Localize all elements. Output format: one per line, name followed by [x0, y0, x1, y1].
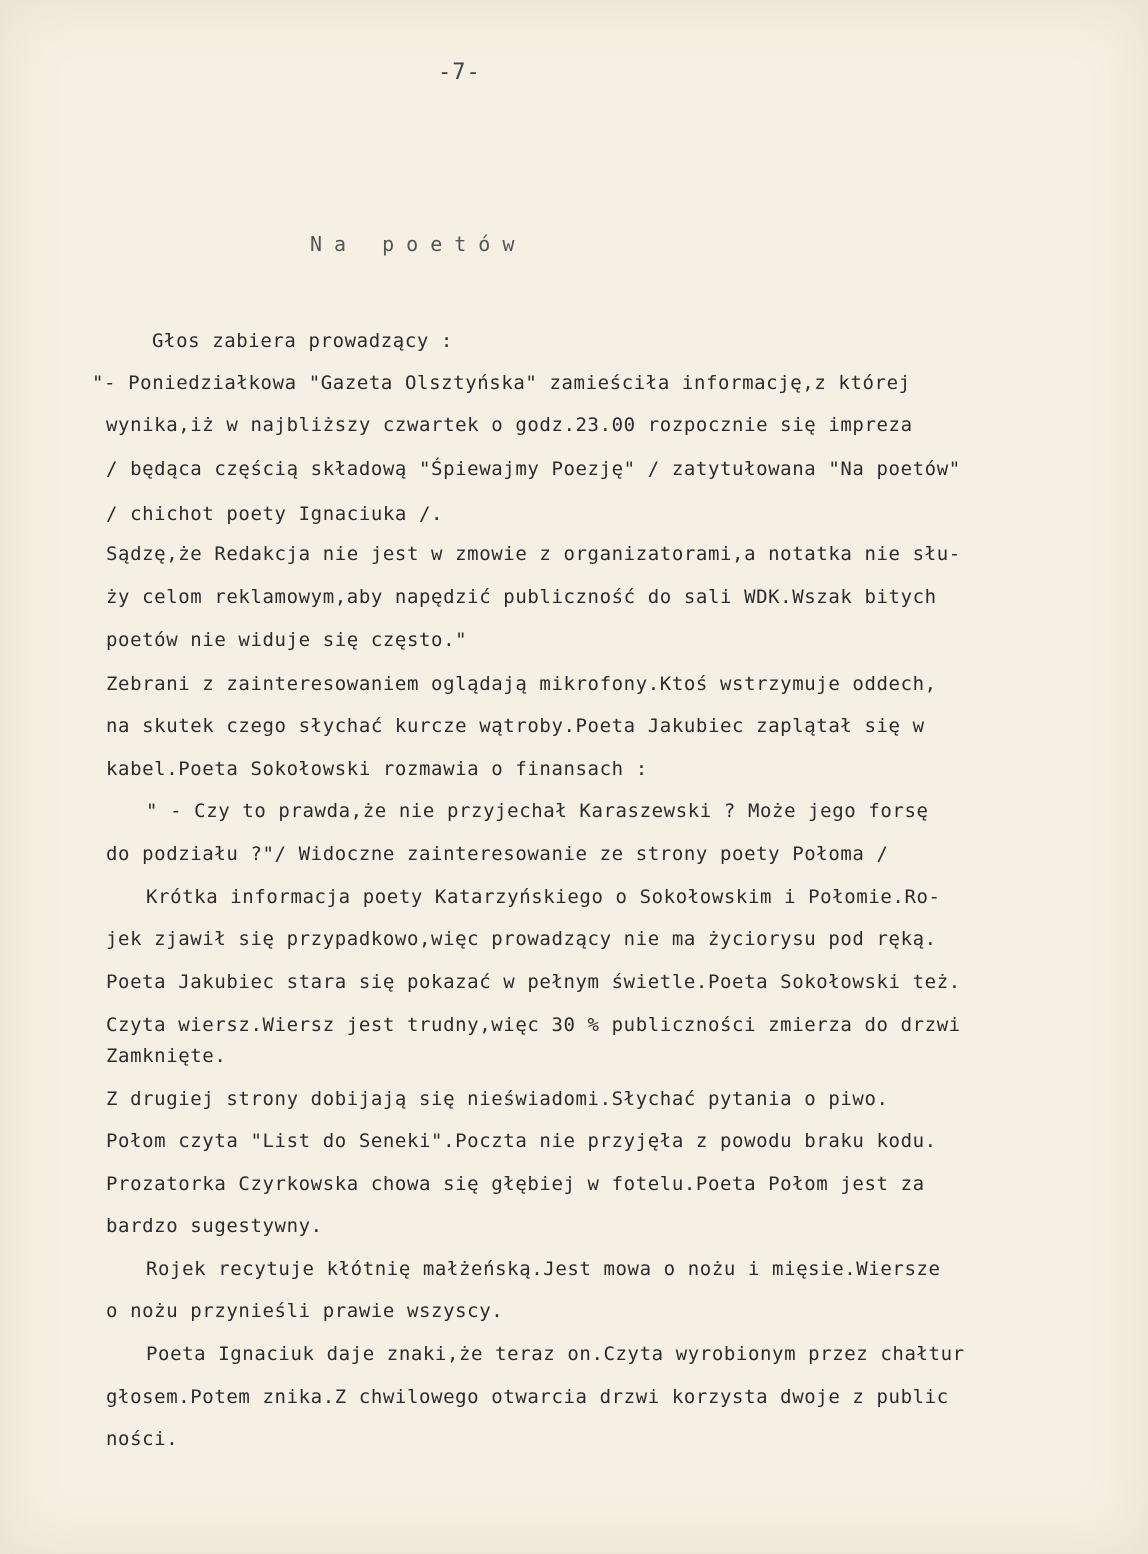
- text-line: na skutek czego słychać kurcze wątroby.Poeta Jakubiec zaplątał się w: [106, 715, 925, 737]
- text-line: poetów nie widuje się często.": [106, 629, 468, 651]
- text-line: kabel.Poeta Sokołowski rozmawia o finansach :: [106, 758, 648, 780]
- text-line: jek zjawił się przypadkowo,więc prowadzący nie ma życiorysu pod ręką.: [106, 928, 937, 950]
- text-line: wynika,iż w najbliższy czwartek o godz.23.00 rozpocznie się impreza: [106, 414, 913, 436]
- text-line: Rojek recytuje kłótnię małżeńską.Jest mowa o nożu i mięsie.Wiersze: [146, 1258, 941, 1280]
- text-line: Sądzę,że Redakcja nie jest w zmowie z organizatorami,a notatka nie słu-: [106, 543, 961, 565]
- text-line: Krótka informacja poety Katarzyńskiego o Sokołowskim i Połomie.Ro-: [146, 886, 941, 908]
- text-line: Zebrani z zainteresowaniem oglądają mikrofony.Ktoś wstrzymuje oddech,: [106, 673, 937, 695]
- text-line: "- Poniedziałkowa "Gazeta Olsztyńska" zamieściła informację,z której: [92, 372, 911, 394]
- text-line: do podziału ?"/ Widoczne zainteresowanie ze strony poety Połoma /: [106, 843, 889, 865]
- text-line: Głos zabiera prowadzący :: [152, 330, 453, 352]
- text-line: bardzo sugestywny.: [106, 1215, 323, 1237]
- text-line: o nożu przynieśli prawie wszyscy.: [106, 1300, 504, 1322]
- text-line: Prozatorka Czyrkowska chowa się głębiej w fotelu.Poeta Połom jest za: [106, 1173, 925, 1195]
- text-line: Połom czyta "List do Seneki".Poczta nie przyjęła z powodu braku kodu.: [106, 1130, 937, 1152]
- text-line: Z drugiej strony dobijają się nieświadomi.Słychać pytania o piwo.: [106, 1088, 889, 1110]
- text-line: " - Czy to prawda,że nie przyjechał Karaszewski ? Może jego forsę: [146, 800, 929, 822]
- text-line: Zamknięte.: [106, 1045, 227, 1067]
- text-line: / chichot poety Ignaciuka /.: [106, 503, 444, 525]
- text-line: Poeta Ignaciuk daje znaki,że teraz on.Czyta wyrobionym przez chałtur: [146, 1343, 965, 1365]
- text-line: ży celom reklamowym,aby napędzić publiczność do sali WDK.Wszak bitych: [106, 586, 937, 608]
- text-line: ności.: [106, 1428, 179, 1450]
- page-title: Na poetów: [310, 232, 527, 256]
- text-line: głosem.Potem znika.Z chwilowego otwarcia drzwi korzysta dwoje z public: [106, 1386, 949, 1408]
- text-line: Czyta wiersz.Wiersz jest trudny,więc 30 % publiczności zmierza do drzwi: [106, 1014, 961, 1036]
- text-line: Poeta Jakubiec stara się pokazać w pełnym świetle.Poeta Sokołowski też.: [106, 971, 961, 993]
- page-number: -7-: [438, 60, 481, 85]
- text-line: / będąca częścią składową "Śpiewajmy Poezję" / zatytułowana "Na poetów": [106, 458, 961, 480]
